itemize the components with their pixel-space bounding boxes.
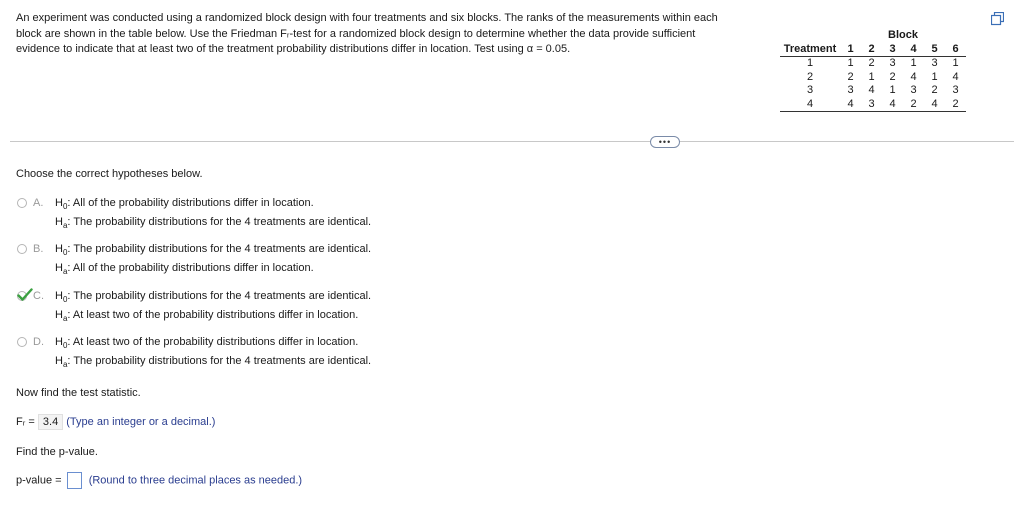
alt-hypothesis-text: The probability distributions for the 4 treatments are identical. [73, 216, 372, 228]
rank-cell: 2 [931, 84, 938, 96]
block-number: 2 [861, 43, 882, 57]
rank-cell: 1 [889, 84, 896, 96]
block-number: 1 [840, 43, 861, 57]
radio-button[interactable] [17, 244, 27, 254]
problem-statement [16, 11, 766, 58]
p-value-input[interactable] [67, 472, 82, 489]
rank-cell: 3 [889, 57, 896, 69]
test-statistic-answer[interactable]: 3.4 [38, 414, 63, 430]
copy-icon[interactable] [991, 12, 1004, 26]
block-number: 6 [945, 43, 966, 57]
rank-cell: 2 [903, 98, 924, 112]
rank-cell: 4 [840, 98, 861, 112]
block-number: 4 [903, 43, 924, 57]
rank-cell: 1 [952, 57, 959, 69]
ranks-table [780, 29, 966, 112]
rank-cell: 3 [910, 84, 917, 96]
rank-cell: 3 [931, 57, 938, 69]
option-letter: B. [33, 243, 44, 255]
section-divider [10, 141, 1014, 142]
rank-cell: 3 [952, 84, 959, 96]
test-statistic-line [16, 414, 215, 430]
null-hypothesis-text: At least two of the probability distributions differ in location. [72, 336, 359, 348]
p-value-prompt: Find the p-value. [16, 446, 98, 458]
p-value-hint: (Round to three decimal places as needed.) [88, 474, 303, 487]
block-number: 3 [882, 43, 903, 57]
alt-hypothesis-text: The probability distributions for the 4 treatments are identical. [73, 355, 372, 367]
radio-button[interactable] [17, 198, 27, 208]
block-header: Block [888, 29, 918, 41]
rank-cell: 4 [924, 98, 945, 112]
rank-cell: 1 [931, 70, 938, 83]
treatment-cell: 4 [780, 98, 840, 112]
p-value-label: p-value = [16, 474, 62, 487]
option-letter: A. [33, 197, 44, 209]
alt-hypothesis-text: At least two of the probability distributions differ in location. [72, 309, 359, 321]
null-hypothesis-text: All of the probability distributions differ in location. [72, 197, 314, 209]
problem-line: block are shown in the table below. Use the Friedman Fᵣ-test for a randomized block design to determine whether the data provide sufficient [16, 27, 696, 40]
problem-line: evidence to indicate that at least two of the treatment probability distributions differ in location. Test using α = 0.05. [16, 43, 571, 55]
rank-cell: 3 [861, 98, 882, 112]
rank-cell: 4 [952, 70, 959, 83]
rank-cell: 4 [868, 84, 875, 96]
rank-cell: 1 [868, 70, 875, 83]
test-statistic-label: Fᵣ = [16, 416, 35, 428]
problem-line: An experiment was conducted using a randomized block design with four treatments and six blocks. The ranks of the measurements within each [16, 12, 718, 24]
alt-hypothesis-text: All of the probability distributions differ in location. [72, 262, 314, 274]
test-statistic-prompt: Now find the test statistic. [16, 387, 141, 399]
checkmark-icon [17, 288, 33, 302]
rank-cell: 3 [847, 84, 854, 96]
block-number: 5 [924, 43, 945, 57]
table-row [780, 98, 966, 112]
rank-cell: 2 [945, 98, 966, 112]
rank-cell: 1 [910, 57, 917, 69]
null-hypothesis-text: The probability distributions for the 4 treatments are identical. [73, 290, 372, 302]
table-row [780, 84, 966, 98]
rank-cell: 2 [868, 57, 875, 69]
rank-cell: 2 [847, 70, 854, 83]
more-options-button[interactable]: ••• [650, 136, 680, 148]
option-letter: D. [33, 336, 44, 348]
rank-cell: 1 [847, 57, 854, 69]
radio-button[interactable] [17, 337, 27, 347]
null-hypothesis-text: The probability distributions for the 4 treatments are identical. [73, 243, 372, 255]
table-row [780, 57, 966, 71]
table-header-row [780, 43, 966, 57]
rank-cell: 2 [889, 70, 896, 83]
rank-cell: 4 [910, 70, 917, 83]
hypotheses-prompt: Choose the correct hypotheses below. [16, 168, 203, 180]
test-statistic-hint: (Type an integer or a decimal.) [66, 416, 216, 428]
p-value-line [16, 472, 302, 489]
treatment-cell: 2 [806, 70, 814, 83]
treatment-header: Treatment [780, 43, 840, 57]
treatment-cell: 1 [806, 57, 814, 69]
table-row [780, 71, 966, 85]
option-letter: C. [33, 290, 44, 302]
treatment-cell: 3 [806, 84, 814, 96]
rank-cell: 4 [882, 98, 903, 112]
